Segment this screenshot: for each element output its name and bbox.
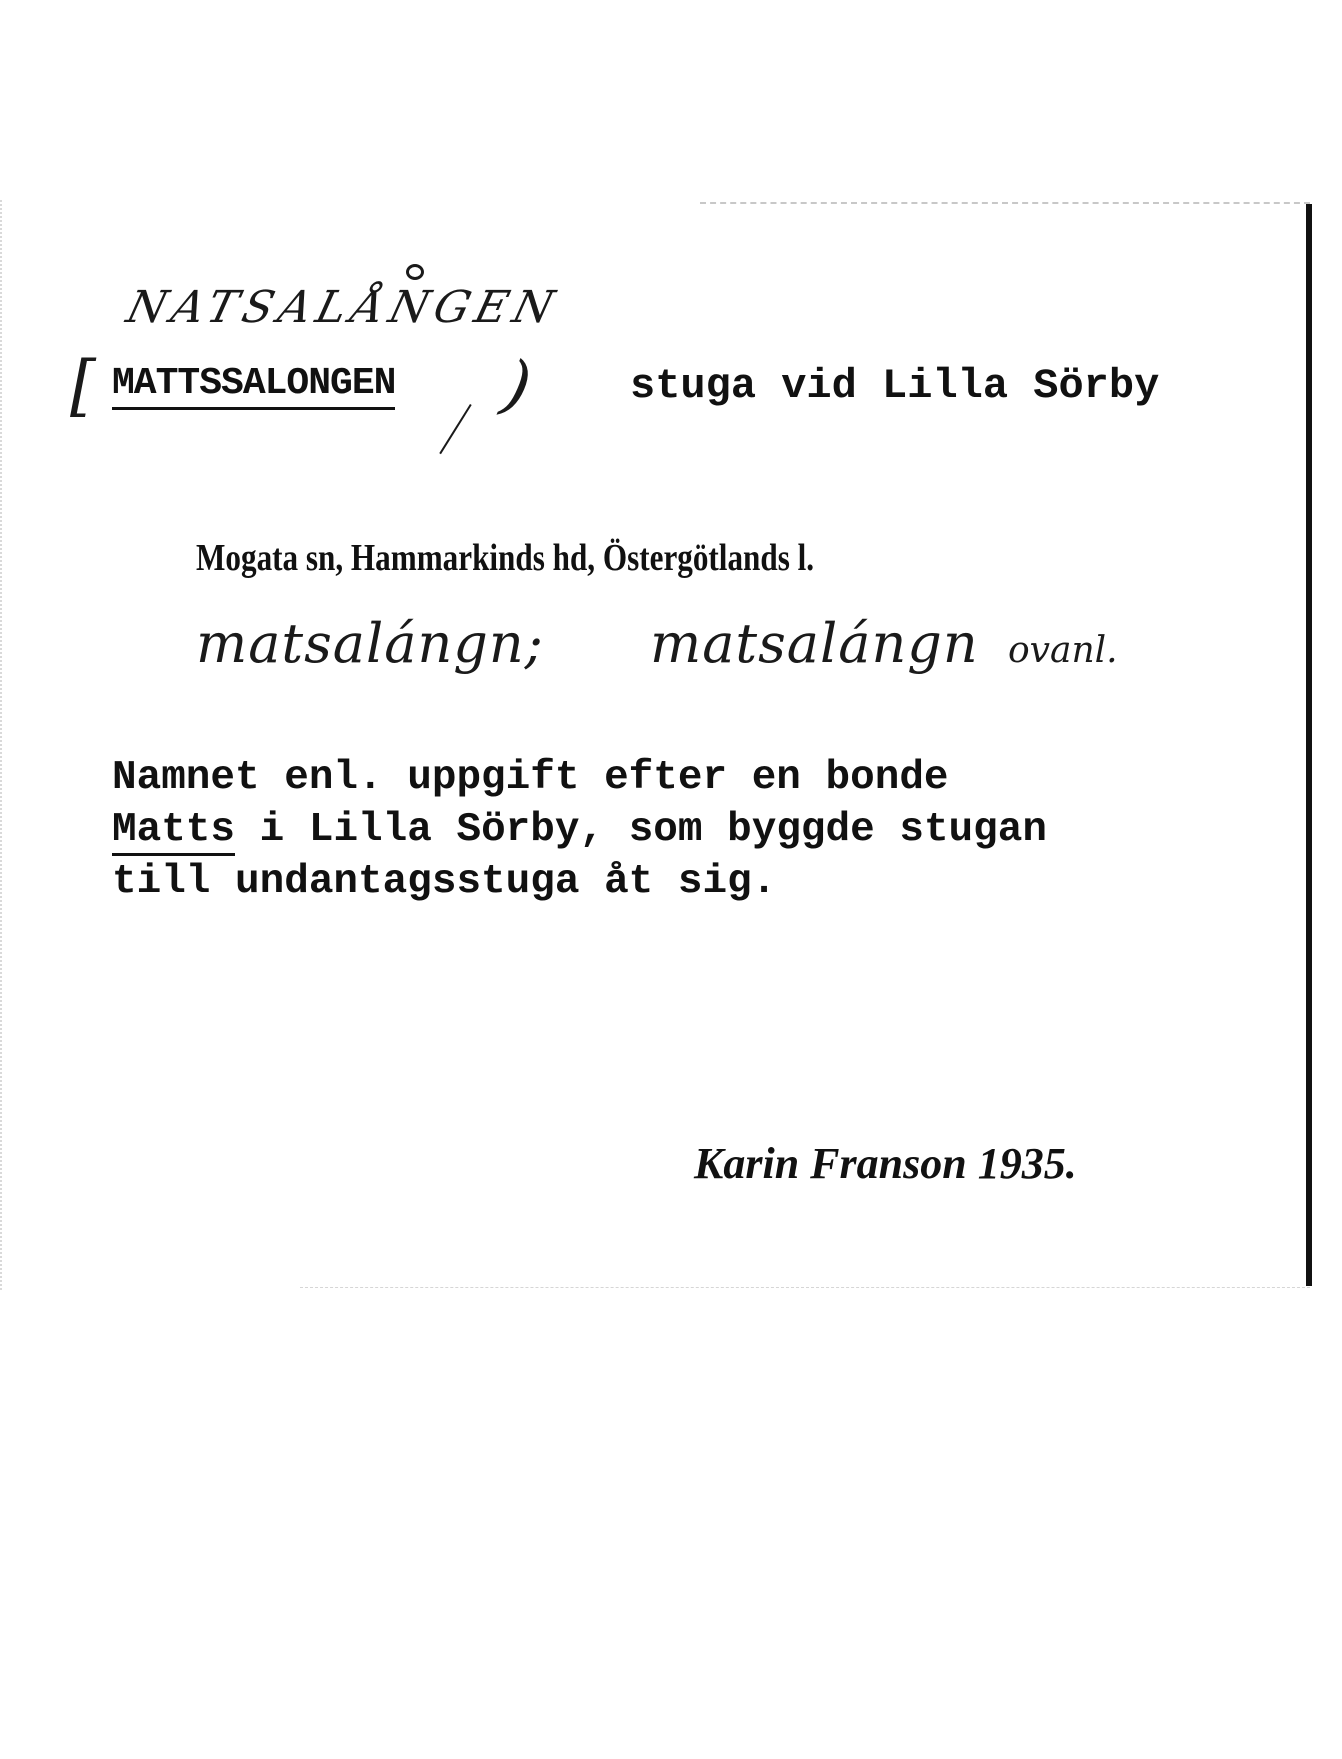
headword: MATTSSALONGEN [112,362,395,410]
headword-description: stuga vid Lilla Sörby [630,362,1160,410]
body-underlined-name: Matts [112,807,235,856]
headword-bracket-open: [ [70,347,96,424]
location-line: Mogata sn, Hammarkinds hd, Östergötlands l. [196,537,815,579]
body-text [112,752,1047,908]
card-bottom-edge [300,1287,1310,1288]
pronunciation-note: ovanl. [1008,630,1118,671]
handwritten-heading: NATSALÅNGEN [121,282,565,333]
card-top-edge [700,202,1310,204]
body-line-1: Namnet enl. uppgift efter en bonde [112,755,949,801]
pronunciation-form-1: matsalángn; [196,612,544,675]
body-line-2-rest: i Lilla Sörby, som byggde stugan [235,807,1047,853]
headword-bracket-close: ) [496,345,538,426]
body-line-2 [112,804,1047,856]
scan-edge-left [0,200,8,1290]
signature: Karin Franson 1935. [694,1139,1077,1188]
handwritten-ring-mark [406,264,424,280]
handwritten-slash-mark [439,404,471,454]
card-right-edge [1306,204,1312,1286]
pronunciation-form-2: matsalángn [650,612,979,675]
body-line-3: till undantagsstuga åt sig. [112,859,777,905]
